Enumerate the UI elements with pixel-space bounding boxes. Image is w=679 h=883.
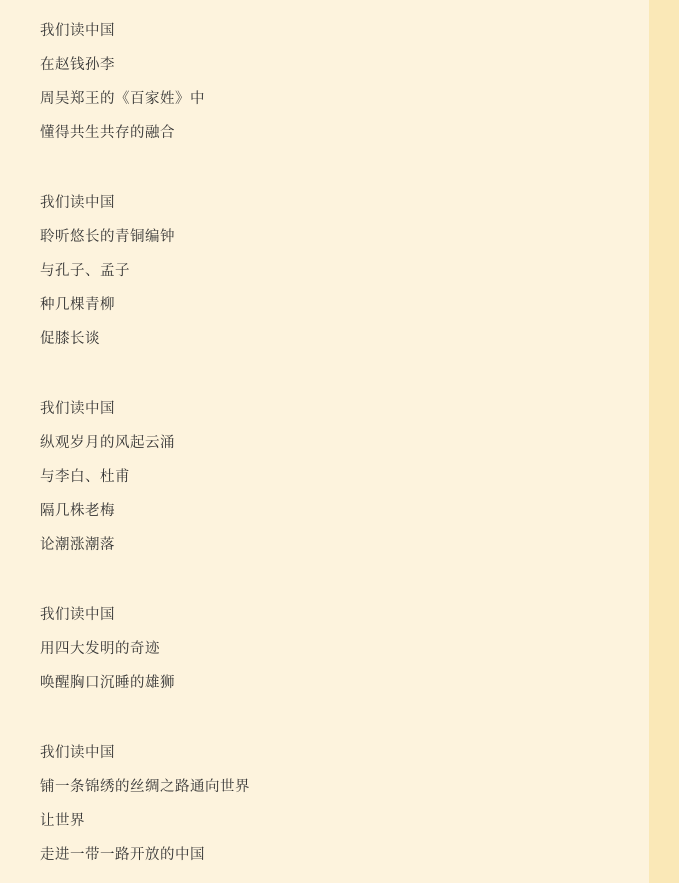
poem-line: 我们读中国 <box>40 195 115 211</box>
page-right-margin-band <box>649 0 679 883</box>
poem-line: 铺一条锦绣的丝绸之路通向世界 <box>40 779 250 795</box>
poem-stanza <box>40 392 609 562</box>
poem-stanza <box>40 736 609 872</box>
poem-line: 让世界 <box>40 813 85 829</box>
poem-line: 我们读中国 <box>40 607 115 623</box>
poem-stanza <box>40 14 609 150</box>
poem-line: 种几棵青柳 <box>40 297 115 313</box>
poem-line: 懂得共生共存的融合 <box>40 125 175 141</box>
poem-line: 促膝长谈 <box>40 331 100 347</box>
poem-line: 纵观岁月的风起云涌 <box>40 435 175 451</box>
poem-line: 我们读中国 <box>40 401 115 417</box>
poem-line: 用四大发明的奇迹 <box>40 641 160 657</box>
poem-line: 与孔子、孟子 <box>40 263 130 279</box>
poem-line: 与李白、杜甫 <box>40 469 130 485</box>
poem-stanza <box>40 598 609 700</box>
poem-line: 论潮涨潮落 <box>40 537 115 553</box>
poem-line: 隔几株老梅 <box>40 503 115 519</box>
poem-line: 聆听悠长的青铜编钟 <box>40 229 175 245</box>
poem-line: 在赵钱孙李 <box>40 57 115 73</box>
poem-line: 唤醒胸口沉睡的雄狮 <box>40 675 175 691</box>
poem-line: 走进一带一路开放的中国 <box>40 847 205 863</box>
poem-line: 周吴郑王的《百家姓》中 <box>40 91 205 107</box>
poem-stanza <box>40 186 609 356</box>
poem-line: 我们读中国 <box>40 23 115 39</box>
poem-line: 我们读中国 <box>40 745 115 761</box>
